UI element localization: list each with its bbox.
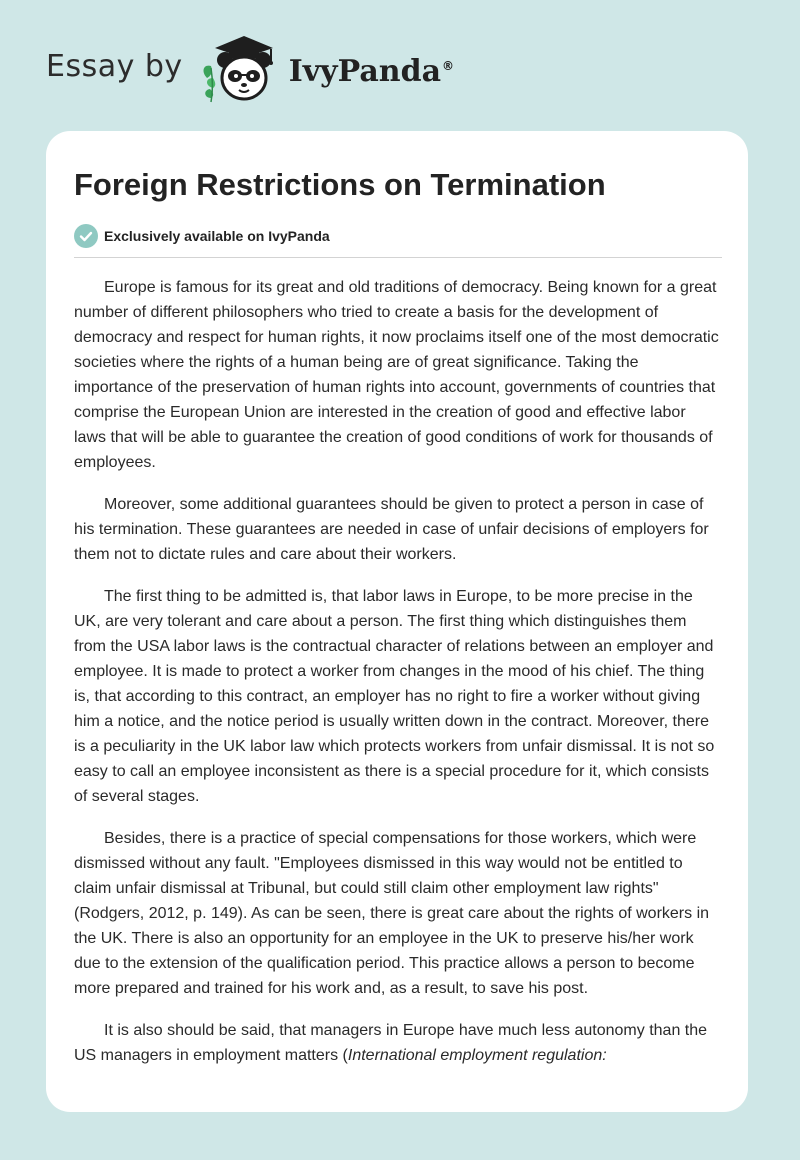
page-title: Foreign Restrictions on Termination: [74, 167, 606, 202]
paragraph-3: The first thing to be admitted is, that labor laws in Europe, to be more precise in the UK, are very tolerant and care about a person. The first thing which distinguishes them from the USA labor laws is the contractual character of relations between an employer and employee. It is made to protect a worker from changes in the mood of his chief. The thing is, that according to this contract, an employer has no right to fire a worker without giving him a notice, and the notice period is usually written down in the contract. Moreover, there is a peculiarity in the UK labor law which protects workers from unfair dismissal. It is not so easy to call an employee inconsistent as there is a special procedure for it, which consists of several stages.: [74, 588, 715, 805]
check-circle-icon: [74, 224, 98, 248]
exclusive-label: Exclusively available on IvyPanda: [104, 228, 330, 244]
brand-name-text: IvyPanda: [288, 53, 442, 89]
paragraph-5-text: It is also should be said, that managers in Europe have much less autonomy than the US managers in employment matters (: [74, 1022, 708, 1064]
registered-mark: ®: [442, 58, 455, 73]
paragraph-4: Besides, there is a practice of special compensations for those workers, which were dismissed without any fault. "Employees dismissed in this way would not be entitled to claim unfair dismissal at Tribunal, but could still claim other employment law rights" (Rodgers, 2012, p. 149). As can be seen, there is great care about the rights of workers in the UK. There is also an opportunity for an employee in the UK to preserve his/her work due to the extension of the qualification period. This practice allows a person to become more prepared and trained for his work and, as a result, to save his post.: [74, 830, 710, 997]
exclusive-badge: [74, 224, 722, 248]
panda-logo-icon[interactable]: [199, 26, 285, 112]
site-header: [46, 24, 454, 114]
article-card: [46, 131, 748, 1112]
paragraph-1: Europe is famous for its great and old traditions of democracy. Being known for a great number of different philosophers who tried to create a basis for the development of democracy and respect for human rights, it now proclaims itself one of the most democratic societies where the rights of a human being are of great significance. Taking the importance of the preservation of human rights into account, governments of countries that comprise the European Union are interested in the creation of good and effective labor laws that will be able to guarantee the creation of good conditions of work for thousands of employees.: [74, 279, 719, 471]
paragraph-2: Moreover, some additional guarantees should be given to protect a person in case of his termination. These guarantees are needed in case of unfair decisions of employers for them not to dictate rules and care about their workers.: [74, 496, 709, 563]
paragraph-5-italic: International employment regulation:: [347, 1047, 607, 1064]
brand-name[interactable]: [289, 54, 454, 89]
paragraph-5: [74, 1018, 722, 1068]
divider: [74, 257, 722, 258]
essay-by-label: Essay by: [46, 48, 183, 84]
